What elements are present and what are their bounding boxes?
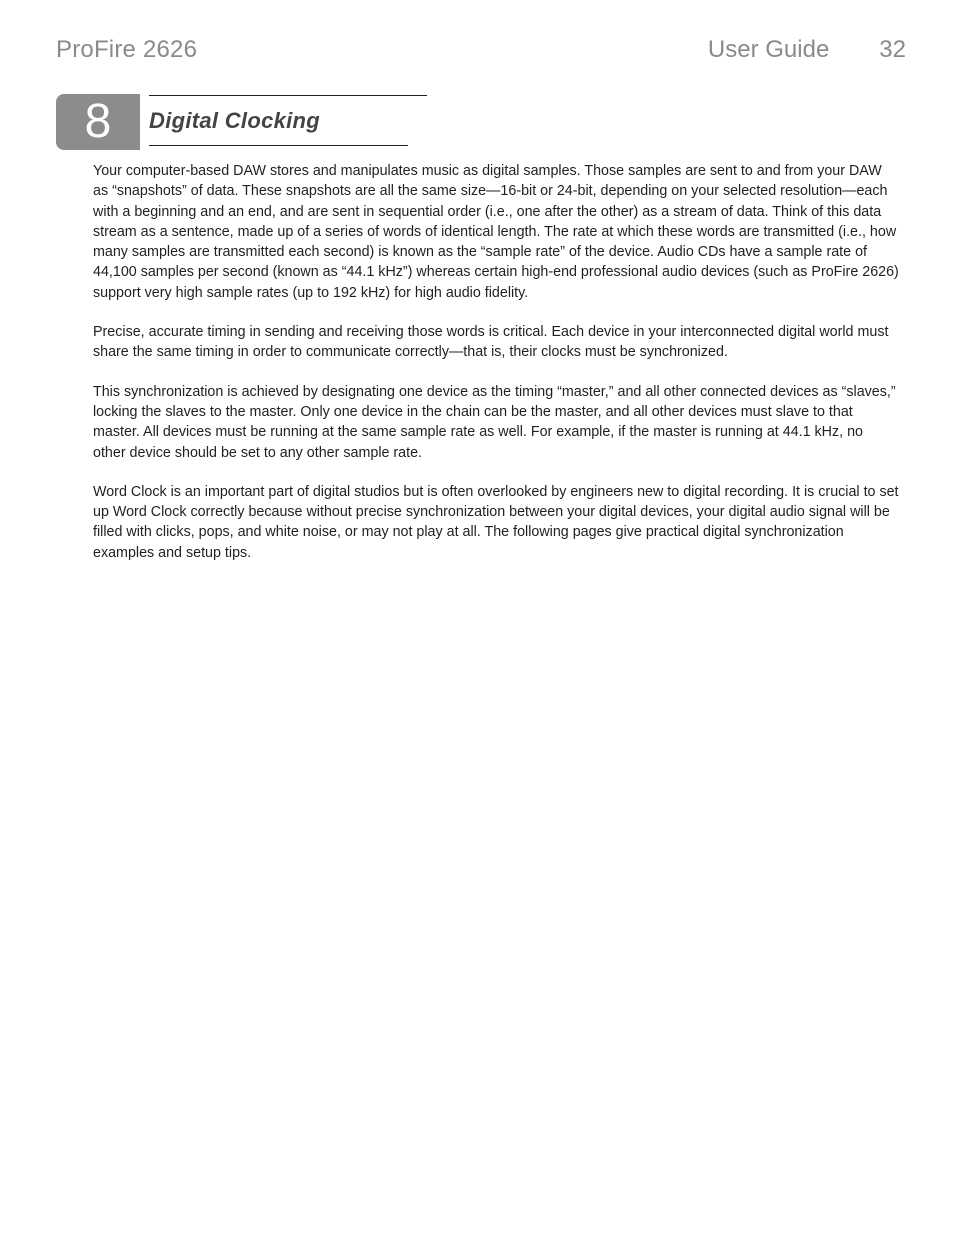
paragraph: This synchronization is achieved by designating one device as the timing “master,” and all other connected devices as “slaves,” locking the slaves to the master. Only one device in the chain can be the master, and all other devices must slave to that master. All devices must be running at the same sample rate as well. For example, if the master is running at 44.1 kHz, no other device should be set to any other sample rate. [93, 383, 896, 461]
chapter-number-badge: 8 [56, 94, 140, 150]
paragraph: Precise, accurate timing in sending and receiving those words is critical. Each device in your interconnected digital world must share the same timing in order to communicate correctly—that is, their clocks must be synchronized. [93, 324, 889, 361]
page-number: 32 [879, 36, 906, 63]
header-product-name: ProFire 2626 [56, 36, 198, 63]
paragraph: Your computer-based DAW stores and manipulates music as digital samples. Those samples are sent to and from your DAW as “snapshots” of data. These snapshots are all the same size—16-bit or 24-bit, depending on your selected resolution—each with a beginning and an end, and are sent in sequential order (i.e., one after the other) as a stream of data. Think of this data stream as a sentence, made up of a series of words of identical length. The rate at which these words are transmitted (i.e., how many samples are transmitted each second) is known as the “sample rate” of the device. Audio CDs have a sample rate of 44,100 samples per second (known as “44.1 kHz”) whereas certain high-end professional audio devices (such as ProFire 2626) support very high sample rates (up to 192 kHz) for high audio fidelity. [93, 163, 899, 301]
header-right [708, 36, 906, 64]
title-rule-top [149, 95, 427, 96]
paragraph: Word Clock is an important part of digital studios but is often overlooked by engineers new to digital recording. It is crucial to set up Word Clock correctly because without precise synchronization between your digital devices, your digital audio signal will be filled with clicks, pops, and white noise, or may not play at all. The following pages give practical digital synchronization examples and setup tips. [93, 483, 899, 561]
body-text [93, 161, 899, 582]
chapter-title: Digital Clocking [149, 108, 321, 133]
title-rule-bottom [149, 145, 408, 146]
header-guide-label: User Guide [707, 36, 830, 63]
